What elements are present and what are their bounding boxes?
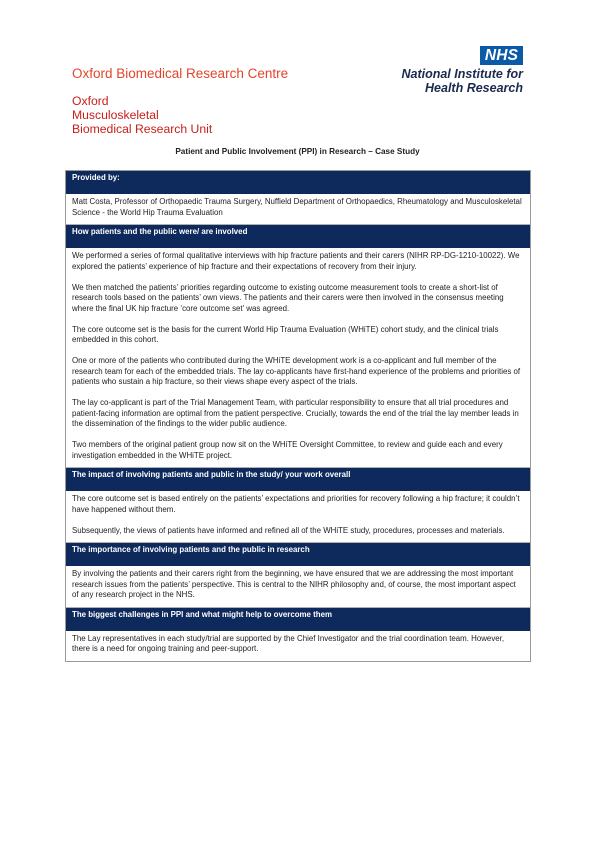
section-heading: The impact of involving patients and public in the study/ your work overall bbox=[66, 468, 530, 491]
section-heading: Provided by: bbox=[66, 171, 530, 194]
paragraph: Matt Costa, Professor of Orthopaedic Trauma Surgery, Nuffield Department of Orthopaedics, Rheumatology and Musculoskeletal Science - the World Hip Trauma Evaluation bbox=[72, 197, 522, 217]
paragraph: The Lay representatives in each study/trial are supported by the Chief Investigator and the trial coordination team. However, there is a need for ongoing training and peer-support. bbox=[72, 633, 505, 653]
section-body bbox=[66, 491, 530, 543]
unit-line: Biomedical Research Unit bbox=[72, 122, 213, 136]
nihr-line: National Institute for bbox=[401, 67, 523, 81]
section-challenges bbox=[66, 608, 530, 661]
section-importance bbox=[66, 543, 530, 608]
paragraph: The lay co-applicant is part of the Trial Management Team, with particular responsibility to ensure that all trial procedures and patient-facing information are optimal from the patient perspective. Crucially, towards the end of the trial the lay member leads in the dissemination of the findings to the wider public audience. bbox=[72, 398, 519, 428]
paragraph: One or more of the patients who contributed during the WHiTE development work is a co-applicant and full member of the research team for each of the embedded trials. The lay co-applicants have first-hand experience of the problems and priorities of patients who sustain a hip fracture, so their views shape every aspect of the trials. bbox=[72, 356, 521, 386]
section-impact bbox=[66, 468, 530, 543]
section-body bbox=[66, 248, 530, 468]
nihr-title bbox=[401, 67, 523, 95]
paragraph: Two members of the original patient group now sit on the WHiTE Oversight Committee, to review and guide each and every investigation embedded in the WHiTE project. bbox=[72, 440, 503, 460]
nihr-line: Health Research bbox=[425, 81, 523, 95]
unit-title bbox=[72, 94, 212, 136]
brc-title: Oxford Biomedical Research Centre bbox=[72, 66, 289, 81]
paragraph: By involving the patients and their carers right from the beginning, we have ensured that we are addressing the most important research issues from the patients’ perspective. This is central to the NIHR philosophy and, of course, the most important aspect of any research project in the NHS. bbox=[72, 569, 516, 599]
paragraph: The core outcome set is the basis for the current World Hip Trauma Evaluation (WHiTE) cohort study, and the clinical trials embedded in this cohort. bbox=[72, 324, 499, 344]
unit-line: Oxford bbox=[72, 94, 109, 108]
document-title: Patient and Public Involvement (PPI) in Research – Case Study bbox=[175, 147, 420, 156]
paragraph: The core outcome set is based entirely on the patients’ expectations and priorities for recovery following a hip fracture; it couldn’t have happened without them. bbox=[72, 494, 520, 514]
paragraph: We performed a series of formal qualitative interviews with hip fracture patients and their carers (NIHR RP-DG-1210-10022). We explored the patients’ experience of hip fracture and their expectations of recovery from their injury. bbox=[72, 251, 520, 271]
section-body bbox=[66, 631, 530, 661]
section-body bbox=[66, 566, 530, 608]
section-how-involved bbox=[66, 225, 530, 468]
paragraph: We then matched the patients’ priorities regarding outcome to existing outcome measurement tools to create a short-list of research tools based on the patients’ own views. The patients and their carers were then involved in the consensus meeting where the final UK hip fracture ‘core outcome set’ was agreed. bbox=[72, 282, 504, 313]
section-provided-by bbox=[66, 171, 530, 225]
nhs-logo: NHS bbox=[480, 46, 523, 65]
paragraph: Subsequently, the views of patients have informed and refined all of the WHiTE study, procedures, processes and materials. bbox=[72, 525, 505, 535]
section-heading: How patients and the public were/ are involved bbox=[66, 225, 530, 248]
unit-line: Musculoskeletal bbox=[72, 108, 159, 122]
section-heading: The biggest challenges in PPI and what might help to overcome them bbox=[66, 608, 530, 631]
section-body bbox=[66, 194, 530, 225]
case-study-table bbox=[65, 170, 531, 662]
section-heading: The importance of involving patients and the public in research bbox=[66, 543, 530, 566]
